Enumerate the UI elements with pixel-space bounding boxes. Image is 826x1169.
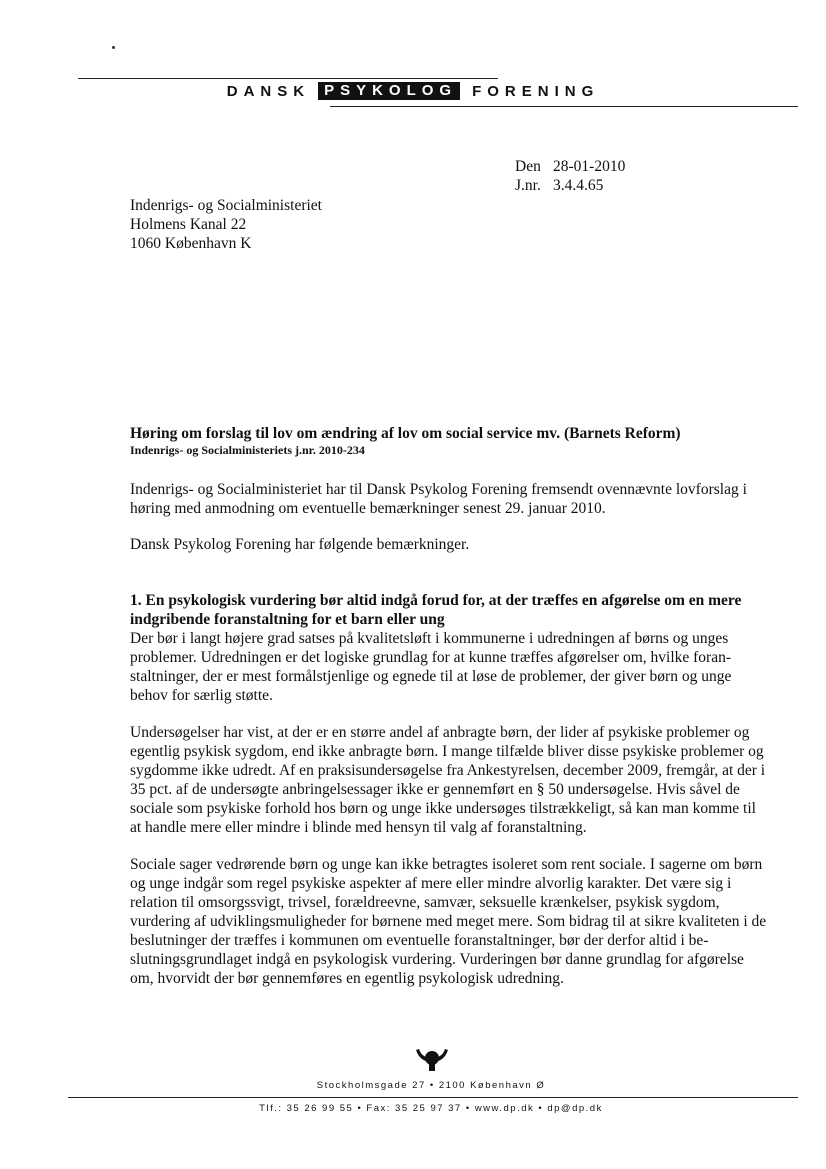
letterhead-name-left: DANSK [226,82,311,100]
date-label: Den [515,158,541,175]
letter-title: Høring om forslag til lov om ændring af lov om social service mv. (Barnets Reform) [130,425,681,442]
letterhead [0,82,826,100]
intro-paragraph: Indenrigs- og Socialministeriet har til Dansk Psykolog Forening fremsendt ovennævnte lovforslag i høring med anmodning om eventuelle bemærkninger senest 29. januar 2010. [130,481,747,517]
section-1-paragraph-3: Sociale sager vedrørende børn og unge kan ikke betragtes isoleret som rent sociale. I sagerne om børn og unge indgår som regel psykiske aspekter af mere eller mindre alvorlig karakter. Det være sig i relation til omsorgssvigt, trivsel, forældreevne, samvær, seksuelle krænkelser, psykisk sygdom, vurdering af udviklingsmuligheder for børnene med meget mere. Som bidrag til at sikre kvaliteten i de beslutninger der træffes i kommunen om eventuelle foranstaltninger, bør der derfor altid i be-slutningsgrundlaget indgå en psykologisk vurdering. Vurderingen bør danne grundlag for afgørelse om, hvorvidt der bør gennemføres en egentlig psykologisk udredning. [130,856,767,987]
scan-speck [112,46,115,49]
letterhead-bottom-rule [330,106,798,107]
association-logo-icon [412,1046,452,1072]
section-1-heading: 1. En psykologisk vurdering bør altid indgå forud for, at der træffes en afgørelse om en mere indgribende foranstaltning for et barn eller ung [130,592,742,628]
letterhead-name-middle: PSYKOLOG [318,82,460,100]
reference-label: J.nr. [515,177,541,194]
recipient-address [130,196,322,253]
recipient-line-3: 1060 København K [130,235,252,252]
letterhead-name-right: FORENING [472,82,600,100]
letterhead-top-rule [78,78,498,79]
section-1-paragraph-1: Der bør i langt højere grad satses på kvalitetsløft i kommunerne i udredningen af børns og unges problemer. Udredningen er det logiske grundlag for at kunne træffes afgørelser om, hvilke foran-staltninger, der er mest formålstjenlige og egnede til at løse de problemer, der giver børn og unge behov for særlig støtte. [130,630,732,704]
footer-address: Stockholmsgade 27 • 2100 København Ø [316,1080,546,1091]
footer-rule [68,1097,798,1098]
remarks-intro: Dansk Psykolog Forening har følgende bemærkninger. [130,536,470,553]
recipient-line-2: Holmens Kanal 22 [130,216,247,233]
section-1-paragraph-2: Undersøgelser har vist, at der er en større andel af anbragte børn, der lider af psykiske problemer og egentlig psykisk sygdom, end ikke anbragte børn. I mange tilfælde bliver disse psykiske problemer og sygdomme ikke udredt. Af en praksisundersøgelse fra Ankestyrelsen, december 2009, fremgår, at der i 35 pct. af de undersøgte anbringelsessager ikke er gennemført en § 50 undersøgelse. Hvis såvel de sociale som psykiske forhold hos børn og unge ikke undersøges tilstrækkeligt, så kan man komme til at handle mere eller mindre i blinde med hensyn til valg af foranstaltning. [130,724,766,836]
footer-contact: Tlf.: 35 26 99 55 • Fax: 35 25 97 37 • www.dp.dk • dp@dp.dk [259,1103,603,1114]
letter-subtitle: Indenrigs- og Socialministeriets j.nr. 2010-234 [130,443,365,457]
reference-value: 3.4.4.65 [553,177,604,194]
reference-row [515,176,625,195]
recipient-line-1: Indenrigs- og Socialministeriet [130,197,322,214]
date-value: 28-01-2010 [553,158,626,175]
letter-meta [515,157,625,195]
date-row [515,157,625,176]
